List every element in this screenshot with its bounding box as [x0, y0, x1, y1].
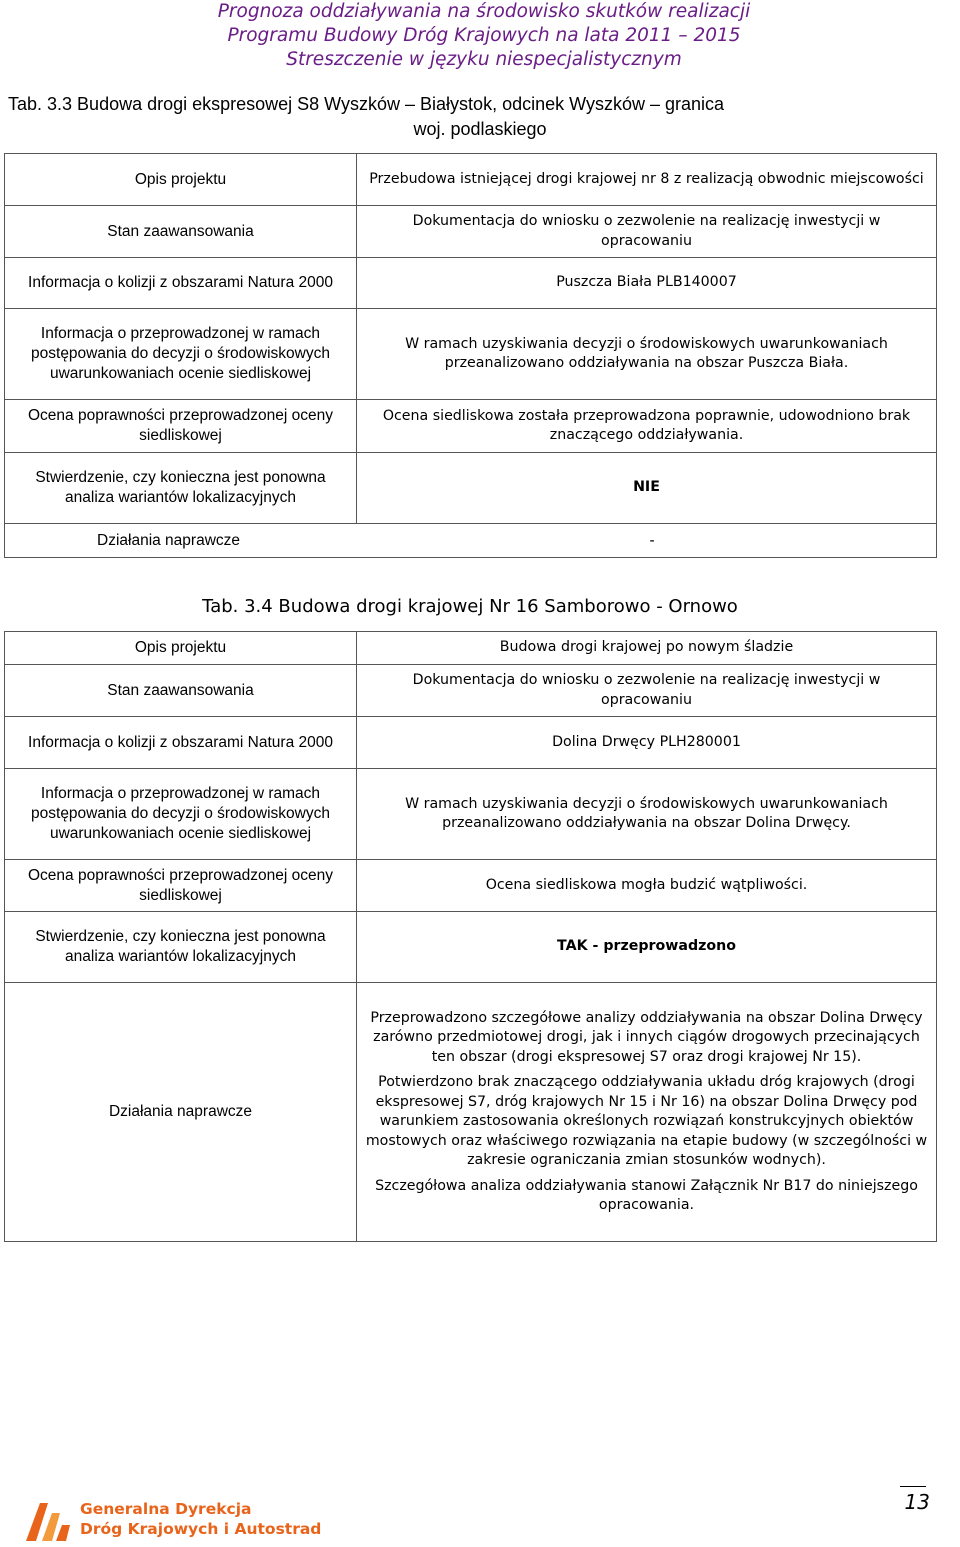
- row-label: Opis projektu: [5, 154, 357, 206]
- header-line-1: Prognoza oddziaływania na środowisko skutków realizacji: [217, 1, 751, 22]
- row-value: Ocena siedliskowa została przeprowadzona poprawnie, udowodniono brak znaczącego oddziaływania.: [357, 400, 937, 453]
- gddkia-logo-icon: [18, 1495, 74, 1543]
- row-label: Stwierdzenie, czy konieczna jest ponowna analiza wariantów lokalizacyjnych: [5, 912, 357, 983]
- table-row: [5, 769, 937, 860]
- footer-divider: [900, 1486, 926, 1487]
- row-label: Opis projektu: [5, 632, 357, 665]
- table-row: [5, 309, 937, 400]
- table-3-3: [4, 153, 937, 558]
- table-3-4: [4, 631, 937, 1242]
- row-label: Informacja o kolizji z obszarami Natura 2000: [5, 258, 357, 309]
- row-label: Stan zaawansowania: [5, 665, 357, 717]
- row-label: Informacja o kolizji z obszarami Natura 2000: [5, 717, 357, 769]
- table-row: [5, 860, 937, 912]
- table-row: [5, 912, 937, 983]
- row-value: Przebudowa istniejącej drogi krajowej nr 8 z realizacją obwodnic miejscowości: [357, 154, 937, 206]
- row-value: Budowa drogi krajowej po nowym śladzie: [357, 632, 937, 665]
- row-value: Puszcza Biała PLB140007: [357, 258, 937, 309]
- row-value: NIE: [357, 453, 937, 524]
- row-value: Dolina Drwęcy PLH280001: [357, 717, 937, 769]
- table-3-3-title-line-2: woj. podlaskiego: [413, 119, 547, 139]
- row-value: W ramach uzyskiwania decyzji o środowiskowych uwarunkowaniach przeanalizowano oddziaływania na obszar Puszcza Biała.: [357, 309, 937, 400]
- logo-text: [80, 1499, 321, 1539]
- row-label: Informacja o przeprowadzonej w ramach postępowania do decyzji o środowiskowych uwarunkowaniach ocenie siedliskowej: [5, 309, 357, 400]
- logo-text-line-2: Dróg Krajowych i Autostrad: [80, 1520, 322, 1538]
- row-label: Działania naprawcze: [5, 983, 357, 1242]
- row-value: Ocena siedliskowa mogła budzić wątpliwości.: [357, 860, 937, 912]
- page-number: 13: [904, 1490, 930, 1514]
- row-label: Stan zaawansowania: [5, 206, 357, 258]
- header-line-2: Programu Budowy Dróg Krajowych na lata 2011 – 2015: [227, 25, 741, 46]
- gddkia-logo: [18, 1495, 328, 1543]
- table-row: [5, 453, 937, 524]
- table-3-3-title-line-1: Tab. 3.3 Budowa drogi ekspresowej S8 Wyszków – Białystok, odcinek Wyszków – granica: [8, 94, 725, 114]
- document-header: [150, 0, 818, 72]
- table-row: [5, 717, 937, 769]
- table-row: [5, 632, 937, 665]
- remedial-description: [357, 983, 937, 1242]
- table-row: [5, 258, 937, 309]
- row-value: W ramach uzyskiwania decyzji o środowiskowych uwarunkowaniach przeanalizowano oddziaływania na obszar Dolina Drwęcy.: [357, 769, 937, 860]
- row-value: Dokumentacja do wniosku o zezwolenie na realizację inwestycji w opracowaniu: [357, 206, 937, 258]
- remedial-paragraph: Potwierdzono brak znaczącego oddziaływania układu dróg krajowych (drogi ekspresowej S7, dróg krajowych Nr 15 i Nr 16) na obszar Dolina Drwęcy pod warunkiem zastosowania określonych rozwiązań konstrukcyjnych obiektów mostowych oraz właściwego rozwiązania na etapie budowy (w szczególności w zakresie ograniczania zmian stosunków wodnych).: [365, 1074, 928, 1168]
- header-line-3: Streszczenie w języku niespecjalistycznym: [286, 49, 682, 70]
- remedial-row: [5, 524, 937, 558]
- table-row: [5, 665, 937, 717]
- remedial-paragraph: Przeprowadzono szczegółowe analizy oddziaływania na obszar Dolina Drwęcy zarówno przedmiotowej drogi, jak i innych ciągów drogowych przecinających ten obszar (drogi ekspresowej S7 oraz drogi krajowej Nr 15).: [370, 1009, 923, 1065]
- row-label: Informacja o przeprowadzonej w ramach postępowania do decyzji o środowiskowych uwarunkowaniach ocenie siedliskowej: [5, 769, 357, 860]
- table-row: [5, 154, 937, 206]
- row-value: TAK - przeprowadzono: [357, 912, 937, 983]
- table-row: [5, 400, 937, 453]
- row-value: Dokumentacja do wniosku o zezwolenie na realizację inwestycji w opracowaniu: [357, 665, 937, 717]
- row-label: Działania naprawcze: [97, 531, 241, 549]
- remedial-paragraph: Szczegółowa analiza oddziaływania stanowi Załącznik Nr B17 do niniejszego opracowania.: [375, 1177, 918, 1213]
- table-3-4-title: Tab. 3.4 Budowa drogi krajowej Nr 16 Samborowo - Ornowo: [202, 596, 738, 617]
- row-label: Ocena poprawności przeprowadzonej oceny siedliskowej: [5, 860, 357, 912]
- row-label: Ocena poprawności przeprowadzonej oceny siedliskowej: [5, 400, 357, 453]
- table-3-3-title: [8, 92, 952, 142]
- table-row: [5, 524, 937, 558]
- logo-text-line-1: Generalna Dyrekcja: [80, 1500, 252, 1518]
- table-row: [5, 206, 937, 258]
- table-row: [5, 983, 937, 1242]
- row-label: Stwierdzenie, czy konieczna jest ponowna analiza wariantów lokalizacyjnych: [5, 453, 357, 524]
- row-value: -: [649, 531, 655, 549]
